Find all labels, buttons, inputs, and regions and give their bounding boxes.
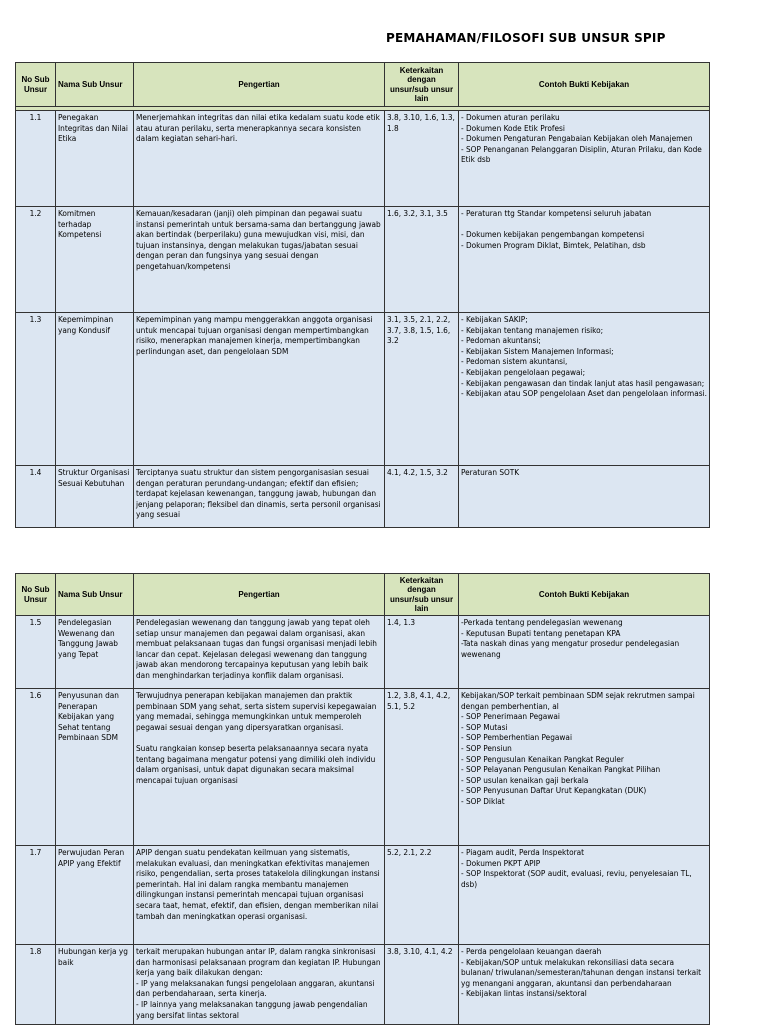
header-nama: Nama Sub Unsur bbox=[56, 63, 134, 107]
row-bukti: - Perda pengelolaan keuangan daerah - Kebijakan/SOP untuk melakukan rekonsiliasi data secara bulanan/ triwulanan/semesteran/tahunan dengan instansi terkait yg menangani anggaran, akuntansi dan perbendaharaan - Kebijakan lintas instansi/sektoral bbox=[459, 945, 710, 1025]
row-no: 1.4 bbox=[16, 466, 56, 528]
table-row bbox=[16, 466, 710, 528]
table-row bbox=[16, 689, 710, 846]
header-no: No Sub Unsur bbox=[16, 63, 56, 107]
table-row bbox=[16, 111, 710, 207]
row-bukti: - Peraturan ttg Standar kompetensi seluruh jabatan - Dokumen kebijakan pengembangan kompetensi - Dokumen Program Diklat, Bimtek, Pelatihan, dsb bbox=[459, 207, 710, 313]
row-no: 1.8 bbox=[16, 945, 56, 1025]
header-no: No Sub Unsur bbox=[16, 574, 56, 616]
header-keterkaitan: Keterkaitan dengan unsur/sub unsur lain bbox=[385, 574, 459, 616]
page-title: PEMAHAMAN/FILOSOFI SUB UNSUR SPIP bbox=[386, 31, 666, 45]
row-pengertian-text: Pendelegasian wewenang dan tanggung jawab yang tepat oleh setiap unsur manajemen dan pegawai dalam organisasi, akan membuat pelaksanaan tugas dan fungsi organisasi menjadi lebih lancar dan cepat. Kejelasan delegasi wewenang dan tanggung jawab akan mendorong tercapainya keputusan yang lebih baik dan menghindarkan terjadinya konflik dalam organisasi. bbox=[136, 617, 377, 680]
header-bukti: Contoh Bukti Kebijakan bbox=[459, 63, 710, 107]
row-keterkaitan: 1.4, 1.3 bbox=[385, 616, 459, 689]
header-nama: Nama Sub Unsur bbox=[56, 574, 134, 616]
row-pengertian: Terwujudnya penerapan kebijakan manajemen dan praktik pembinaan SDM yang sehat, serta sistem supervisi kepegawaian yang memadai, sehingga memungkinkan untuk memperoleh pegawai sesuai dengan yang dipersyaratkan organisasi. Suatu rangkaian konsep beserta pelaksanaannya secara nyata tentang bagaimana mengatur potensi yang dimiliki oleh individu dalam organisasi, untuk dapat digunakan secara maksimal mencapai tujuan organisasi bbox=[134, 689, 385, 846]
row-nama: Kepemimpinan yang Kondusif bbox=[56, 313, 134, 466]
row-pengertian: terkait merupakan hubungan antar IP, dalam rangka sinkronisasi dan harmonisasi pelaksanaan program dan kegiatan IP. Hubungan kerja yang baik dilakukan dengan: - IP yang melaksanakan fungsi pengelolaan anggaran, akuntansi dan perbendaharaan, serta kinerja. - IP lainnya yang melaksanakan tanggung jawab pengendalian yang bersifat lintas sektoral bbox=[134, 945, 385, 1025]
row-no: 1.6 bbox=[16, 689, 56, 846]
table-row bbox=[16, 313, 710, 466]
row-pengertian: Terciptanya suatu struktur dan sistem pengorganisasian sesuai dengan peraturan perundang-undangan; efektif dan efisien; terdapat kejelasan kewenangan, tanggung jawab, hubungan dan jenjang pelaporan; fleksibel dan dinamis, serta personil organisasi yang sesuai bbox=[134, 466, 385, 528]
row-bukti: - Kebijakan SAKIP; - Kebijakan tentang manajemen risiko; - Pedoman akuntansi; - Kebijakan Sistem Manajemen Informasi; - Pedoman sistem akuntansi, - Kebijakan pengelolaan pegawai; - Kebijakan pengawasan dan tindak lanjut atas hasil pengawasan; - Kebijakan atau SOP pengelolaan Aset dan pengelolaan informasi. bbox=[459, 313, 710, 466]
table-row bbox=[16, 945, 710, 1025]
row-no: 1.1 bbox=[16, 111, 56, 207]
row-bukti: Kebijakan/SOP terkait pembinaan SDM sejak rekrutmen sampai dengan pemberhentian, al - SOP Penerimaan Pegawai - SOP Mutasi - SOP Pemberhentian Pegawai - SOP Pensiun - SOP Pengusulan Kenaikan Pangkat Reguler - SOP Pelayanan Pengusulan Kenaikan Pangkat Pilihan - SOP usulan kenaikan gaji berkala - SOP Penyusunan Daftar Urut Kepangkatan (DUK) - SOP Diklat bbox=[459, 689, 710, 846]
row-nama: Pendelegasian Wewenang dan Tanggung Jawab yang Tepat bbox=[56, 616, 134, 689]
spip-table-1 bbox=[15, 62, 710, 528]
row-bukti: -Perkada tentang pendelegasian wewenang - Keputusan Bupati tentang penetapan KPA -Tata naskah dinas yang mengatur prosedur pendelegasian wewenang bbox=[459, 616, 710, 689]
header-pengertian: Pengertian bbox=[134, 574, 385, 616]
header-pengertian: Pengertian bbox=[134, 63, 385, 107]
row-nama: Komitmen terhadap Kompetensi bbox=[56, 207, 134, 313]
table-row bbox=[16, 616, 710, 689]
row-no: 1.5 bbox=[16, 616, 56, 689]
row-nama: Penyusunan dan Penerapan Kebijakan yang Sehat tentang Pembinaan SDM bbox=[56, 689, 134, 846]
row-keterkaitan: 1.6, 3.2, 3.1, 3.5 bbox=[385, 207, 459, 313]
row-nama: Perwujudan Peran APIP yang Efektif bbox=[56, 846, 134, 945]
row-pengertian: Kepemimpinan yang mampu menggerakkan anggota organisasi untuk mencapai tujuan organisasi dengan mempertimbangkan risiko, menerapkan manajemen kinerja, mempertimbangkan perlindungan aset, dan pengelolaan SDM bbox=[134, 313, 385, 466]
row-bukti: - Piagam audit, Perda Inspektorat - Dokumen PKPT APIP - SOP Inspektorat (SOP audit, evaluasi, reviu, penyelesaian TL, dsb) bbox=[459, 846, 710, 945]
row-keterkaitan: 1.2, 3.8, 4.1, 4.2, 5.1, 5.2 bbox=[385, 689, 459, 846]
table-row bbox=[16, 846, 710, 945]
row-keterkaitan: 4.1, 4.2, 1.5, 3.2 bbox=[385, 466, 459, 528]
row-pengertian bbox=[134, 616, 385, 689]
row-no: 1.7 bbox=[16, 846, 56, 945]
table-row bbox=[16, 207, 710, 313]
row-pengertian: Menerjemahkan integritas dan nilai etika kedalam suatu kode etik atau aturan perilaku, serta menerapkannya secara konsisten dalam kegiatan sehari-hari. bbox=[134, 111, 385, 207]
row-nama: Hubungan kerja yg baik bbox=[56, 945, 134, 1025]
spip-table-2 bbox=[15, 573, 710, 1025]
row-nama: Struktur Organisasi Sesuai Kebutuhan bbox=[56, 466, 134, 528]
row-no: 1.3 bbox=[16, 313, 56, 466]
row-bukti: - Dokumen aturan perilaku - Dokumen Kode Etik Profesi - Dokumen Pengaturan Pengabaian Kebijakan oleh Manajemen - SOP Penanganan Pelanggaran Disiplin, Aturan Prilaku, dan Kode Etik dsb bbox=[459, 111, 710, 207]
row-bukti: Peraturan SOTK bbox=[459, 466, 710, 528]
header-bukti: Contoh Bukti Kebijakan bbox=[459, 574, 710, 616]
row-nama: Penegakan Integritas dan Nilai Etika bbox=[56, 111, 134, 207]
row-keterkaitan: 3.8, 3.10, 1.6, 1.3, 1.8 bbox=[385, 111, 459, 207]
row-keterkaitan: 3.8, 3.10, 4.1, 4.2 bbox=[385, 945, 459, 1025]
row-pengertian: Kemauan/kesadaran (janji) oleh pimpinan dan pegawai suatu instansi pemerintah untuk bersama-sama dan bertanggung jawab akan bertindak (berperilaku) guna mewujudkan visi, misi, dan tujuan instansinya, dengan melakukan tugas/jabatan sesuai dengan peran dan fungsinya yang sesuai dengan pengetahuan/kompetensi bbox=[134, 207, 385, 313]
header-keterkaitan: Keterkaitan dengan unsur/sub unsur lain bbox=[385, 63, 459, 107]
row-no: 1.2 bbox=[16, 207, 56, 313]
row-pengertian: APIP dengan suatu pendekatan keilmuan yang sistematis, melakukan evaluasi, dan meningkatkan efektivitas manajemen risiko, pengendalian, serta proses tatakelola dilingkungan instansi pemerintah. Hal ini dalam rangka membantu manajemen dilingkungan instansi pemerintah mencapai tujuan organisasi secara taat, hemat, efektif, dan efisien, dengan memberikan nilai tambah dan meningkatkan operasi organisasi. bbox=[134, 846, 385, 945]
row-keterkaitan: 5.2, 2.1, 2.2 bbox=[385, 846, 459, 945]
row-keterkaitan: 3.1, 3.5, 2.1, 2.2, 3.7, 3.8, 1.5, 1.6, 3.2 bbox=[385, 313, 459, 466]
